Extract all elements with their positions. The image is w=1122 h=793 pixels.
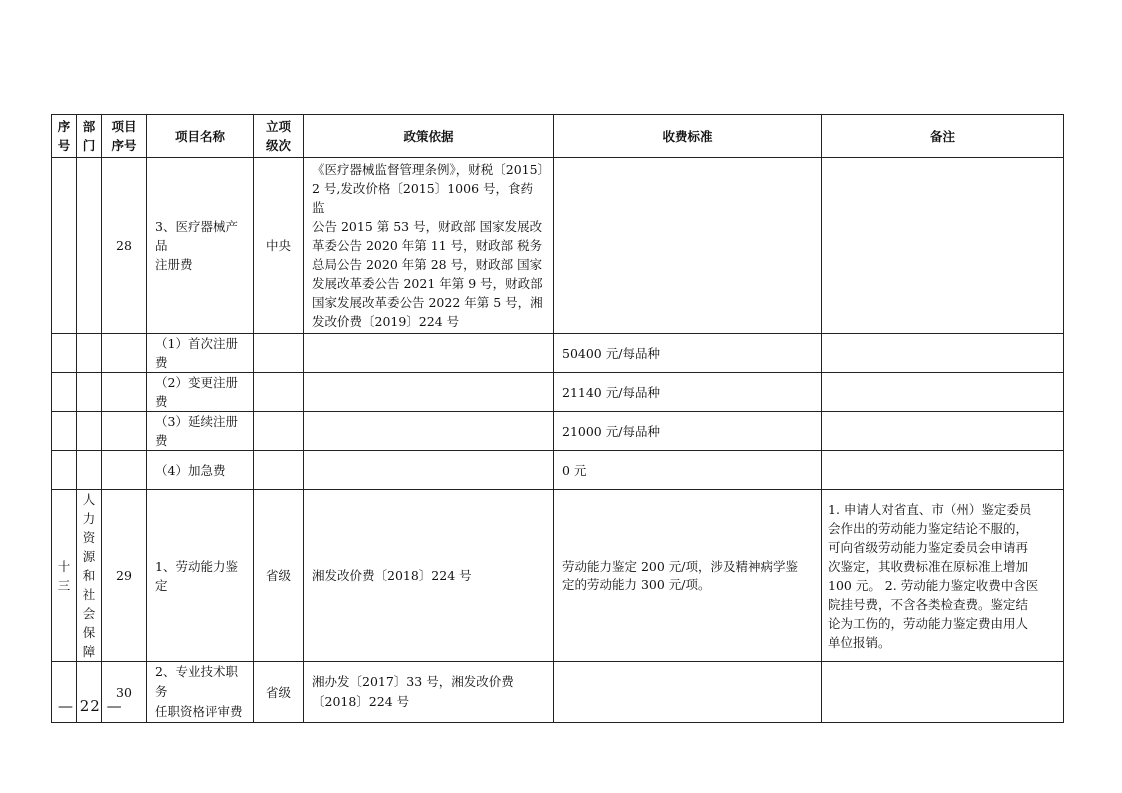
policy-cell — [304, 334, 554, 373]
policy-cell: 《医疗器械监督管理条例》，财税〔2015〕 2 号,发改价格〔2015〕1006 号，食药监 公告 2015 第 53 号，财政部 国家发展改 革委公告 2020 年第 11 号，财政部 税务 总局公告 2020 年第 28 号，财政部 国家 发展改革委公告 2021 年第 9 号，财政部 国家发展改革委公告 2022 年第 5 号，湘 发改价费〔2019〕224 号 — [304, 158, 554, 334]
policy-cell — [304, 412, 554, 451]
seq-cell — [52, 334, 77, 373]
standard-cell: 50400 元/每品种 — [554, 334, 822, 373]
table-row — [52, 158, 1064, 334]
standard-cell: 0 元 — [554, 451, 822, 490]
table-header-row — [52, 115, 1064, 158]
header-item-seq: 项目 序号 — [102, 115, 147, 158]
remarks-cell — [822, 334, 1064, 373]
header-policy: 政策依据 — [304, 115, 554, 158]
item-seq-cell — [102, 412, 147, 451]
header-standard: 收费标准 — [554, 115, 822, 158]
dept-cell: 人 力 资 源 和 社 会 保 障 — [77, 490, 102, 662]
table-row — [52, 412, 1064, 451]
seq-cell — [52, 412, 77, 451]
header-item-name: 项目名称 — [147, 115, 254, 158]
page-number: — 22 — — [58, 697, 123, 715]
seq-cell — [52, 451, 77, 490]
item-seq-cell — [102, 334, 147, 373]
header-level: 立项 级次 — [254, 115, 304, 158]
dept-cell — [77, 451, 102, 490]
standard-cell: 21000 元/每品种 — [554, 412, 822, 451]
standard-cell: 21140 元/每品种 — [554, 373, 822, 412]
level-cell — [254, 334, 304, 373]
level-cell — [254, 412, 304, 451]
level-cell — [254, 373, 304, 412]
level-cell: 中央 — [254, 158, 304, 334]
item-name-cell: （1）首次注册费 — [147, 334, 254, 373]
table-row — [52, 334, 1064, 373]
standard-cell: 劳动能力鉴定 200 元/项，涉及精神病学鉴 定的劳动能力 300 元/项。 — [554, 490, 822, 662]
standard-cell — [554, 662, 822, 723]
header-dept: 部 门 — [77, 115, 102, 158]
seq-cell — [52, 373, 77, 412]
item-seq-cell: 30 — [102, 662, 147, 723]
dept-cell — [77, 158, 102, 334]
seq-cell — [52, 158, 77, 334]
header-seq: 序 号 — [52, 115, 77, 158]
remarks-cell: 1. 申请人对省直、市（州）鉴定委员 会作出的劳动能力鉴定结论不服的， 可向省级劳动能力鉴定委员会申请再 次鉴定，其收费标准在原标准上增加 100 元。 2. 劳动能力鉴定收费中含医 院挂号费，不含各类检查费。鉴定结 论为工伤的，劳动能力鉴定费由用人 单位报销。 — [822, 490, 1064, 662]
item-name-cell: （2）变更注册费 — [147, 373, 254, 412]
dept-cell — [77, 412, 102, 451]
remarks-cell — [822, 373, 1064, 412]
remarks-cell — [822, 451, 1064, 490]
table-row — [52, 662, 1064, 723]
seq-cell: 十 三 — [52, 490, 77, 662]
dept-cell — [77, 373, 102, 412]
remarks-cell — [822, 662, 1064, 723]
policy-cell — [304, 373, 554, 412]
item-name-cell: 2、专业技术职务 任职资格评审费 — [147, 662, 254, 723]
table-row — [52, 490, 1064, 662]
table-row — [52, 451, 1064, 490]
item-name-cell: 3、医疗器械产品 注册费 — [147, 158, 254, 334]
header-remarks: 备注 — [822, 115, 1064, 158]
dept-cell — [77, 334, 102, 373]
level-cell: 省级 — [254, 490, 304, 662]
item-seq-cell — [102, 451, 147, 490]
item-name-cell: （4）加急费 — [147, 451, 254, 490]
policy-cell — [304, 451, 554, 490]
standard-cell — [554, 158, 822, 334]
remarks-cell — [822, 158, 1064, 334]
fee-table — [51, 114, 1064, 723]
item-name-cell: 1、劳动能力鉴定 — [147, 490, 254, 662]
policy-cell: 湘办发〔2017〕33 号，湘发改价费 〔2018〕224 号 — [304, 662, 554, 723]
item-seq-cell: 29 — [102, 490, 147, 662]
policy-cell: 湘发改价费〔2018〕224 号 — [304, 490, 554, 662]
level-cell — [254, 451, 304, 490]
level-cell: 省级 — [254, 662, 304, 723]
item-seq-cell — [102, 373, 147, 412]
remarks-cell — [822, 412, 1064, 451]
item-seq-cell: 28 — [102, 158, 147, 334]
item-name-cell: （3）延续注册费 — [147, 412, 254, 451]
table-row — [52, 373, 1064, 412]
